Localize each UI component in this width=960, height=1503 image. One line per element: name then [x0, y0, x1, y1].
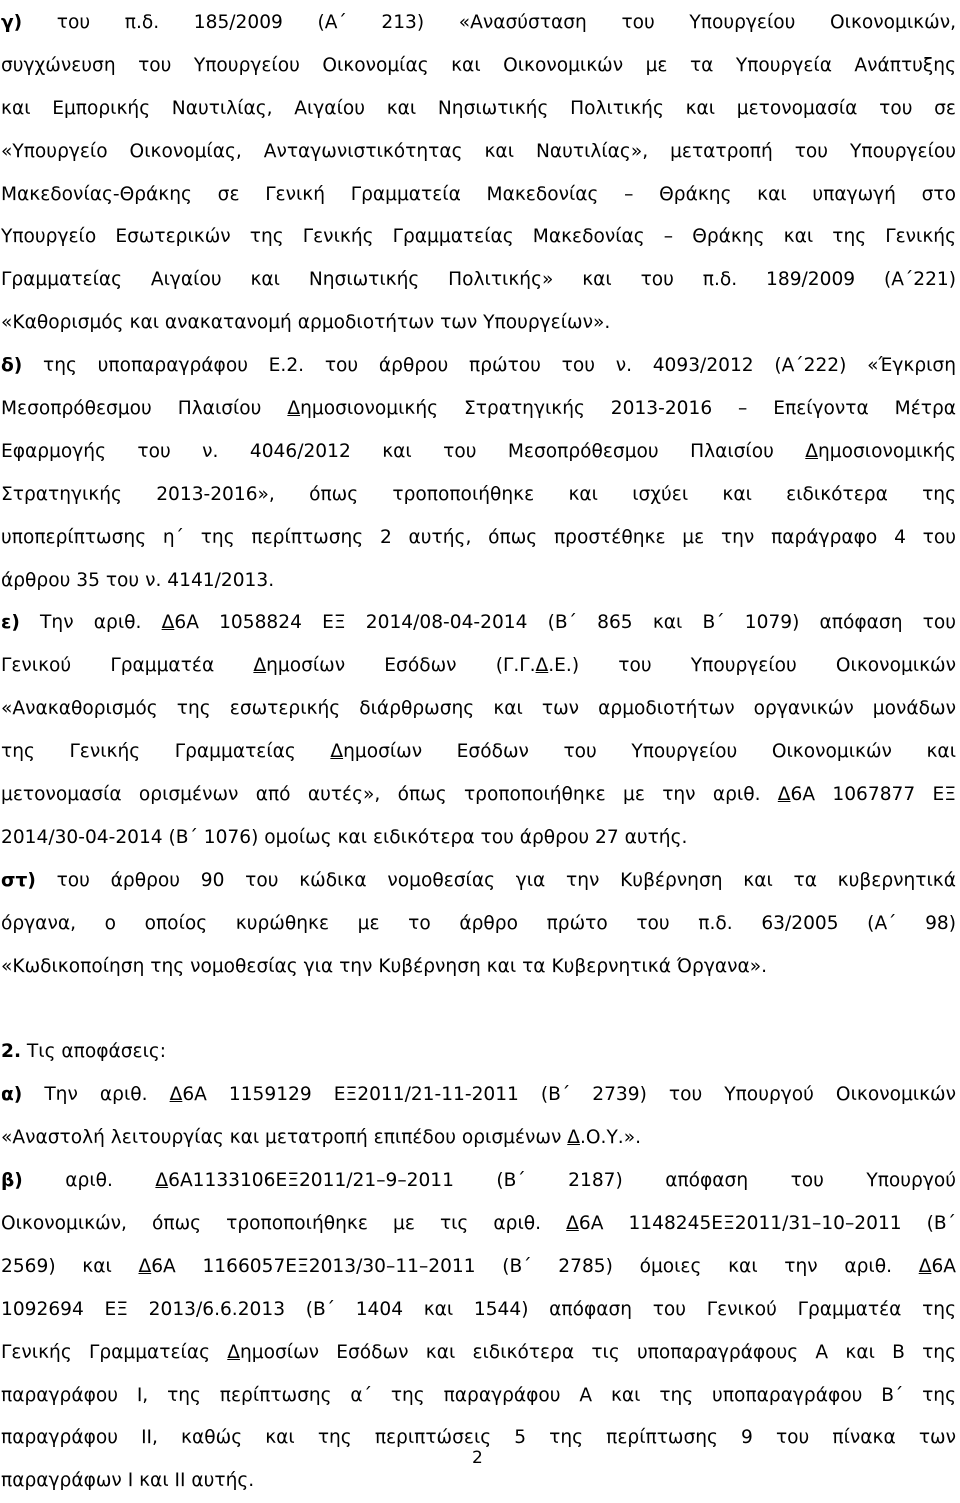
text-run: Δ: [567, 1127, 580, 1149]
text-line: [1, 1031, 956, 1074]
text-run: Την αριθ.: [19, 612, 162, 634]
text-run: ημοσίων Εσόδων του Υπουργείου Οικονομικών και: [343, 741, 956, 763]
text-line: [1, 216, 956, 259]
text-run: Εφαρμογής του ν. 4046/2012 και του Μεσοπρόθεσμου Πλαισίου: [1, 440, 806, 462]
text-run: Υπουργείο Εσωτερικών της Γενικής Γραμματείας Μακεδονίας – Θράκης και της Γενικής: [1, 226, 956, 248]
item-marker: στ): [1, 869, 36, 891]
text-run: Δ: [535, 655, 549, 677]
text-run: 2569) και: [1, 1255, 139, 1277]
text-line: [1, 645, 956, 688]
item-marker: 2.: [1, 1041, 22, 1063]
text-run: Δ: [777, 784, 791, 806]
paragraph-gamma: [1, 2, 956, 345]
text-line: [1, 345, 956, 388]
text-line: [1, 1117, 956, 1160]
text-line: [1, 688, 956, 731]
page-number: 2: [472, 1448, 483, 1468]
paragraph-spacer: [1, 988, 956, 1031]
text-run: Γενικού Γραμματέα: [1, 655, 254, 677]
text-run: Δ: [155, 1170, 169, 1192]
text-run: της Γενικής Γραμματείας: [1, 741, 331, 763]
item-marker: α): [1, 1084, 23, 1106]
text-line: [1, 946, 956, 989]
text-run: Γραμματείας Αιγαίου και Νησιωτικής Πολιτικής» και του π.δ. 189/2009 (Α΄221): [1, 269, 956, 291]
text-line: [1, 1160, 956, 1203]
text-run: .Ε.) του Υπουργείου Οικονομικών: [548, 655, 956, 677]
paragraph-stigma: [1, 860, 956, 989]
text-run: όργανα, ο οποίος κυρώθηκε με το άρθρο πρώτο του π.δ. 63/2005 (Α΄ 98): [1, 912, 956, 934]
text-run: ημοσίων Εσόδων και ειδικότερα τις υποπαραγράφους Α και Β της: [240, 1341, 957, 1363]
text-run: Τις αποφάσεις:: [21, 1041, 167, 1063]
paragraph-delta: [1, 345, 956, 602]
text-line: [1, 602, 956, 645]
text-run: Στρατηγικής 2013-2016», όπως τροποποιήθηκε και ισχύει και ειδικότερα της: [1, 483, 956, 505]
text-run: 6Α 1067877 ΕΞ: [790, 784, 956, 806]
document-body: [1, 2, 956, 1503]
text-run: του άρθρου 90 του κώδικα νομοθεσίας για την Κυβέρνηση και τα κυβερνητικά: [35, 869, 956, 891]
text-run: Δ: [330, 741, 344, 763]
text-run: Δ: [287, 398, 301, 420]
text-run: παραγράφων Ι και ΙΙ αυτής.: [1, 1470, 255, 1492]
text-run: 6Α 1159129 ΕΞ2011/21-11-2011 (Β΄ 2739) του Υπουργού Οικονομικών: [182, 1084, 956, 1106]
text-run: 6Α: [931, 1255, 956, 1277]
text-run: 6Α 1148245ΕΞ2011/31–10–2011 (Β΄: [578, 1212, 956, 1234]
text-run: 6Α 1166057ΕΞ2013/30–11–2011 (Β΄ 2785) όμοιες και την αριθ.: [151, 1255, 919, 1277]
text-run: μετονομασία ορισμένων από αυτές», όπως τροποποιήθηκε με την αριθ.: [1, 784, 778, 806]
text-run: «Αναστολή λειτουργίας και μετατροπή επιπέδου ορισμένων: [1, 1127, 568, 1149]
text-line: [1, 1289, 956, 1332]
paragraph-epsilon: [1, 602, 956, 859]
text-run: «Ανακαθορισμός της εσωτερικής διάρθρωσης και των αρμοδιοτήτων οργανικών μονάδων: [1, 698, 956, 720]
text-run: συγχώνευση του Υπουργείου Οικονομίας και Οικονομικών με τα Υπουργεία Ανάπτυξης: [1, 54, 956, 76]
text-line: [1, 903, 956, 946]
text-run: 2014/30-04-2014 (Β΄ 1076) ομοίως και ειδικότερα του άρθρου 27 αυτής.: [1, 826, 688, 848]
text-run: Μεσοπρόθεσμου Πλαισίου: [1, 398, 288, 420]
item-marker: ε): [1, 612, 20, 634]
text-line: [1, 817, 956, 860]
text-line: [1, 1203, 956, 1246]
text-run: 6Α 1058824 ΕΞ 2014/08-04-2014 (Β΄ 865 και Β΄ 1079) απόφαση του: [174, 612, 956, 634]
text-line: [1, 45, 956, 88]
text-run: «Υπουργείο Οικονομίας, Ανταγωνιστικότητας και Ναυτιλίας», μετατροπή του Υπουργείου: [1, 140, 956, 162]
text-run: «Καθορισμός και ανακατανομή αρμοδιοτήτων των Υπουργείων».: [1, 312, 611, 334]
text-run: Δ: [918, 1255, 932, 1277]
text-run: Μακεδονίας-Θράκης σε Γενική Γραμματεία Μακεδονίας – Θράκης και υπαγωγή στο: [1, 183, 956, 205]
text-run: αριθ.: [22, 1170, 156, 1192]
text-run: ημοσιονομικής Στρατηγικής 2013-2016 – Επείγοντα Μέτρα: [300, 398, 956, 420]
text-run: Δ: [566, 1212, 579, 1234]
text-line: [1, 560, 956, 603]
item-marker: γ): [1, 12, 23, 33]
text-line: [1, 174, 956, 217]
text-line: [1, 774, 956, 817]
text-line: [1, 1246, 956, 1289]
text-run: Δ: [253, 655, 267, 677]
text-line: [1, 259, 956, 302]
text-line: [1, 302, 956, 345]
text-run: ημοσιονομικής: [818, 440, 956, 462]
text-line: [1, 88, 956, 131]
text-line: [1, 388, 956, 431]
text-run: ημοσίων Εσόδων (Γ.Γ.: [266, 655, 536, 677]
item-marker: β): [1, 1170, 23, 1192]
item-marker: δ): [1, 355, 23, 377]
text-run: «Κωδικοποίηση της νομοθεσίας για την Κυβέρνηση και τα Κυβερνητικά Όργανα».: [1, 955, 768, 977]
text-run: .Ο.Υ.».: [579, 1127, 641, 1149]
text-run: 6Α1133106ΕΞ2011/21–9–2011 (Β΄ 2187) απόφαση του Υπουργού: [168, 1170, 956, 1192]
text-line: [1, 131, 956, 174]
text-line: [1, 731, 956, 774]
paragraph-alpha: [1, 1074, 956, 1160]
text-line: [1, 1375, 956, 1418]
text-run: Γενικής Γραμματείας: [1, 1341, 228, 1363]
text-line: [1, 474, 956, 517]
text-line: [1, 2, 956, 45]
text-run: της υποπαραγράφου Ε.2. του άρθρου πρώτου του ν. 4093/2012 (Α΄222) «Έγκριση: [22, 355, 956, 377]
text-run: Την αριθ.: [22, 1084, 170, 1106]
text-line: [1, 860, 956, 903]
text-line: [1, 1074, 956, 1117]
text-line: [1, 431, 956, 474]
text-line: [1, 517, 956, 560]
text-run: του π.δ. 185/2009 (Α΄ 213) «Ανασύσταση του Υπουργείου Οικονομικών,: [22, 12, 956, 33]
paragraph-section2: [1, 1031, 956, 1074]
text-run: παραγράφου Ι, της περίπτωσης α΄ της παραγράφου Α και της υποπαραγράφου Β΄ της: [1, 1384, 956, 1406]
text-run: Δ: [169, 1084, 183, 1106]
text-run: Δ: [805, 440, 819, 462]
text-run: Δ: [227, 1341, 240, 1363]
text-run: Δ: [161, 612, 175, 634]
text-run: και Εμπορικής Ναυτιλίας, Αιγαίου και Νησιωτικής Πολιτικής και μετονομασία του σε: [1, 97, 956, 119]
text-run: Δ: [138, 1255, 152, 1277]
text-line: [1, 1332, 956, 1375]
text-run: παραγράφου ΙΙ, καθώς και της περιπτώσεις 5 της περίπτωσης 9 του πίνακα των: [1, 1427, 956, 1449]
text-run: 1092694 ΕΞ 2013/6.6.2013 (Β΄ 1404 και 1544) απόφαση του Γενικού Γραμματέα της: [1, 1298, 956, 1320]
text-run: Οικονομικών, όπως τροποποιήθηκε με τις αριθ.: [1, 1212, 567, 1234]
text-run: άρθρου 35 του ν. 4141/2013.: [1, 569, 275, 591]
text-run: υποπερίπτωσης η΄ της περίπτωσης 2 αυτής, όπως προστέθηκε με την παράγραφο 4 του: [1, 526, 956, 548]
